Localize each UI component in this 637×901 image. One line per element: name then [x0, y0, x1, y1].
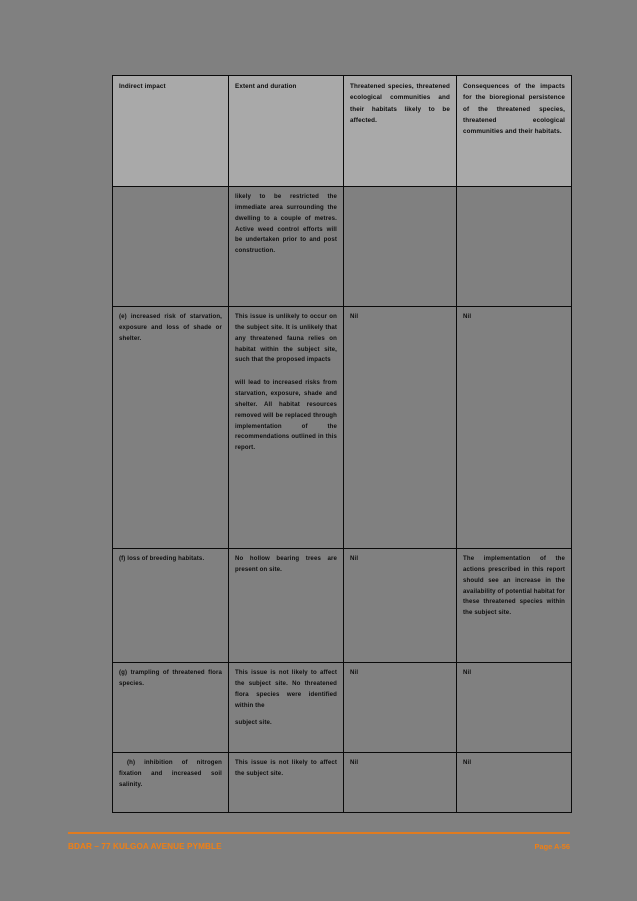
- table-row: [113, 187, 572, 307]
- cell-extent-and-duration: [229, 307, 344, 549]
- cell-consequences: [457, 549, 572, 663]
- cell-text: This issue is unlikely to occur on the subject site. It is unlikely that any threatened fauna relies on habitat within the subject site, such that the proposed impacts: [235, 313, 337, 364]
- cell-indirect-impact: [113, 549, 229, 663]
- footer-document-title: BDAR – 77 KULGOA AVENUE PYMBLE: [68, 842, 222, 852]
- cell-threatened-species: [344, 549, 457, 663]
- cell-text: (h) inhibition of nitrogen fixation and increased soil salinity.: [119, 759, 222, 788]
- cell-indirect-impact: [113, 187, 229, 307]
- cell-text: likely to be restricted the immediate area surrounding the dwelling to a couple of metres. Active weed control efforts will be undertaken prior to and post construction.: [235, 193, 337, 255]
- cell-text: Nil: [463, 669, 472, 676]
- cell-text: (f) loss of breeding habitats.: [119, 555, 205, 562]
- cell-threatened-species: [344, 307, 457, 549]
- table-row: [113, 753, 572, 813]
- cell-text: No hollow bearing trees are present on site.: [235, 555, 337, 573]
- footer-divider-rule: [68, 832, 570, 834]
- cell-text: This issue is not likely to affect the subject site. No threatened flora species were identified within the: [235, 669, 337, 709]
- cell-text: Nil: [350, 669, 359, 676]
- table-row: [113, 549, 572, 663]
- cell-threatened-species: [344, 753, 457, 813]
- table-header-row: [113, 76, 572, 187]
- cell-text: subject site.: [235, 719, 272, 727]
- cell-consequences: [457, 663, 572, 753]
- cell-text: Nil: [463, 313, 472, 320]
- cell-consequences: [457, 307, 572, 549]
- cell-extent-and-duration: [229, 753, 344, 813]
- column-header-consequences: Consequences of the impacts for the bioregional persistence of the threatened species, threatened ecological communities and their habitats.: [457, 76, 572, 187]
- column-header-extent-and-duration: Extent and duration: [229, 76, 344, 187]
- cell-extent-and-duration: [229, 663, 344, 753]
- column-header-threatened-species: Threatened species, threatened ecological communities and their habitats likely to be affected.: [344, 76, 457, 187]
- footer-content-row: [68, 842, 570, 851]
- cell-text: The implementation of the actions prescribed in this report should see an increase in the availability of potential habitat for these threatened species within the subject site.: [463, 555, 565, 617]
- table-header: [113, 76, 572, 187]
- indirect-impacts-table: [112, 75, 572, 813]
- cell-threatened-species: [344, 663, 457, 753]
- cell-text: (g) trampling of threatened flora species.: [119, 669, 222, 687]
- cell-text: Nil: [350, 313, 359, 320]
- footer-page-number: Page A-56: [534, 842, 570, 852]
- table-row: [113, 663, 572, 753]
- cell-threatened-species: [344, 187, 457, 307]
- cell-indirect-impact: [113, 753, 229, 813]
- cell-indirect-impact: [113, 307, 229, 549]
- cell-text: will lead to increased risks from starvation, exposure, shade and shelter. All habitat resources removed will be replaced through implementation of the recommendations outlined in this report.: [235, 379, 337, 452]
- cell-text: Nil: [350, 759, 359, 766]
- table-body: [113, 187, 572, 813]
- cell-extent-and-duration: [229, 187, 344, 307]
- cell-consequences: [457, 753, 572, 813]
- cell-text: Nil: [463, 759, 472, 766]
- cell-text: Nil: [350, 555, 359, 562]
- cell-text: (e) increased risk of starvation, exposure and loss of shade or shelter.: [119, 313, 222, 342]
- cell-consequences: [457, 187, 572, 307]
- column-header-indirect-impact: Indirect impact: [113, 76, 229, 187]
- cell-extent-and-duration: [229, 549, 344, 663]
- page-footer: [68, 832, 570, 851]
- table-row: [113, 307, 572, 549]
- cell-text: This issue is not likely to affect the subject site.: [235, 759, 337, 777]
- cell-indirect-impact: [113, 663, 229, 753]
